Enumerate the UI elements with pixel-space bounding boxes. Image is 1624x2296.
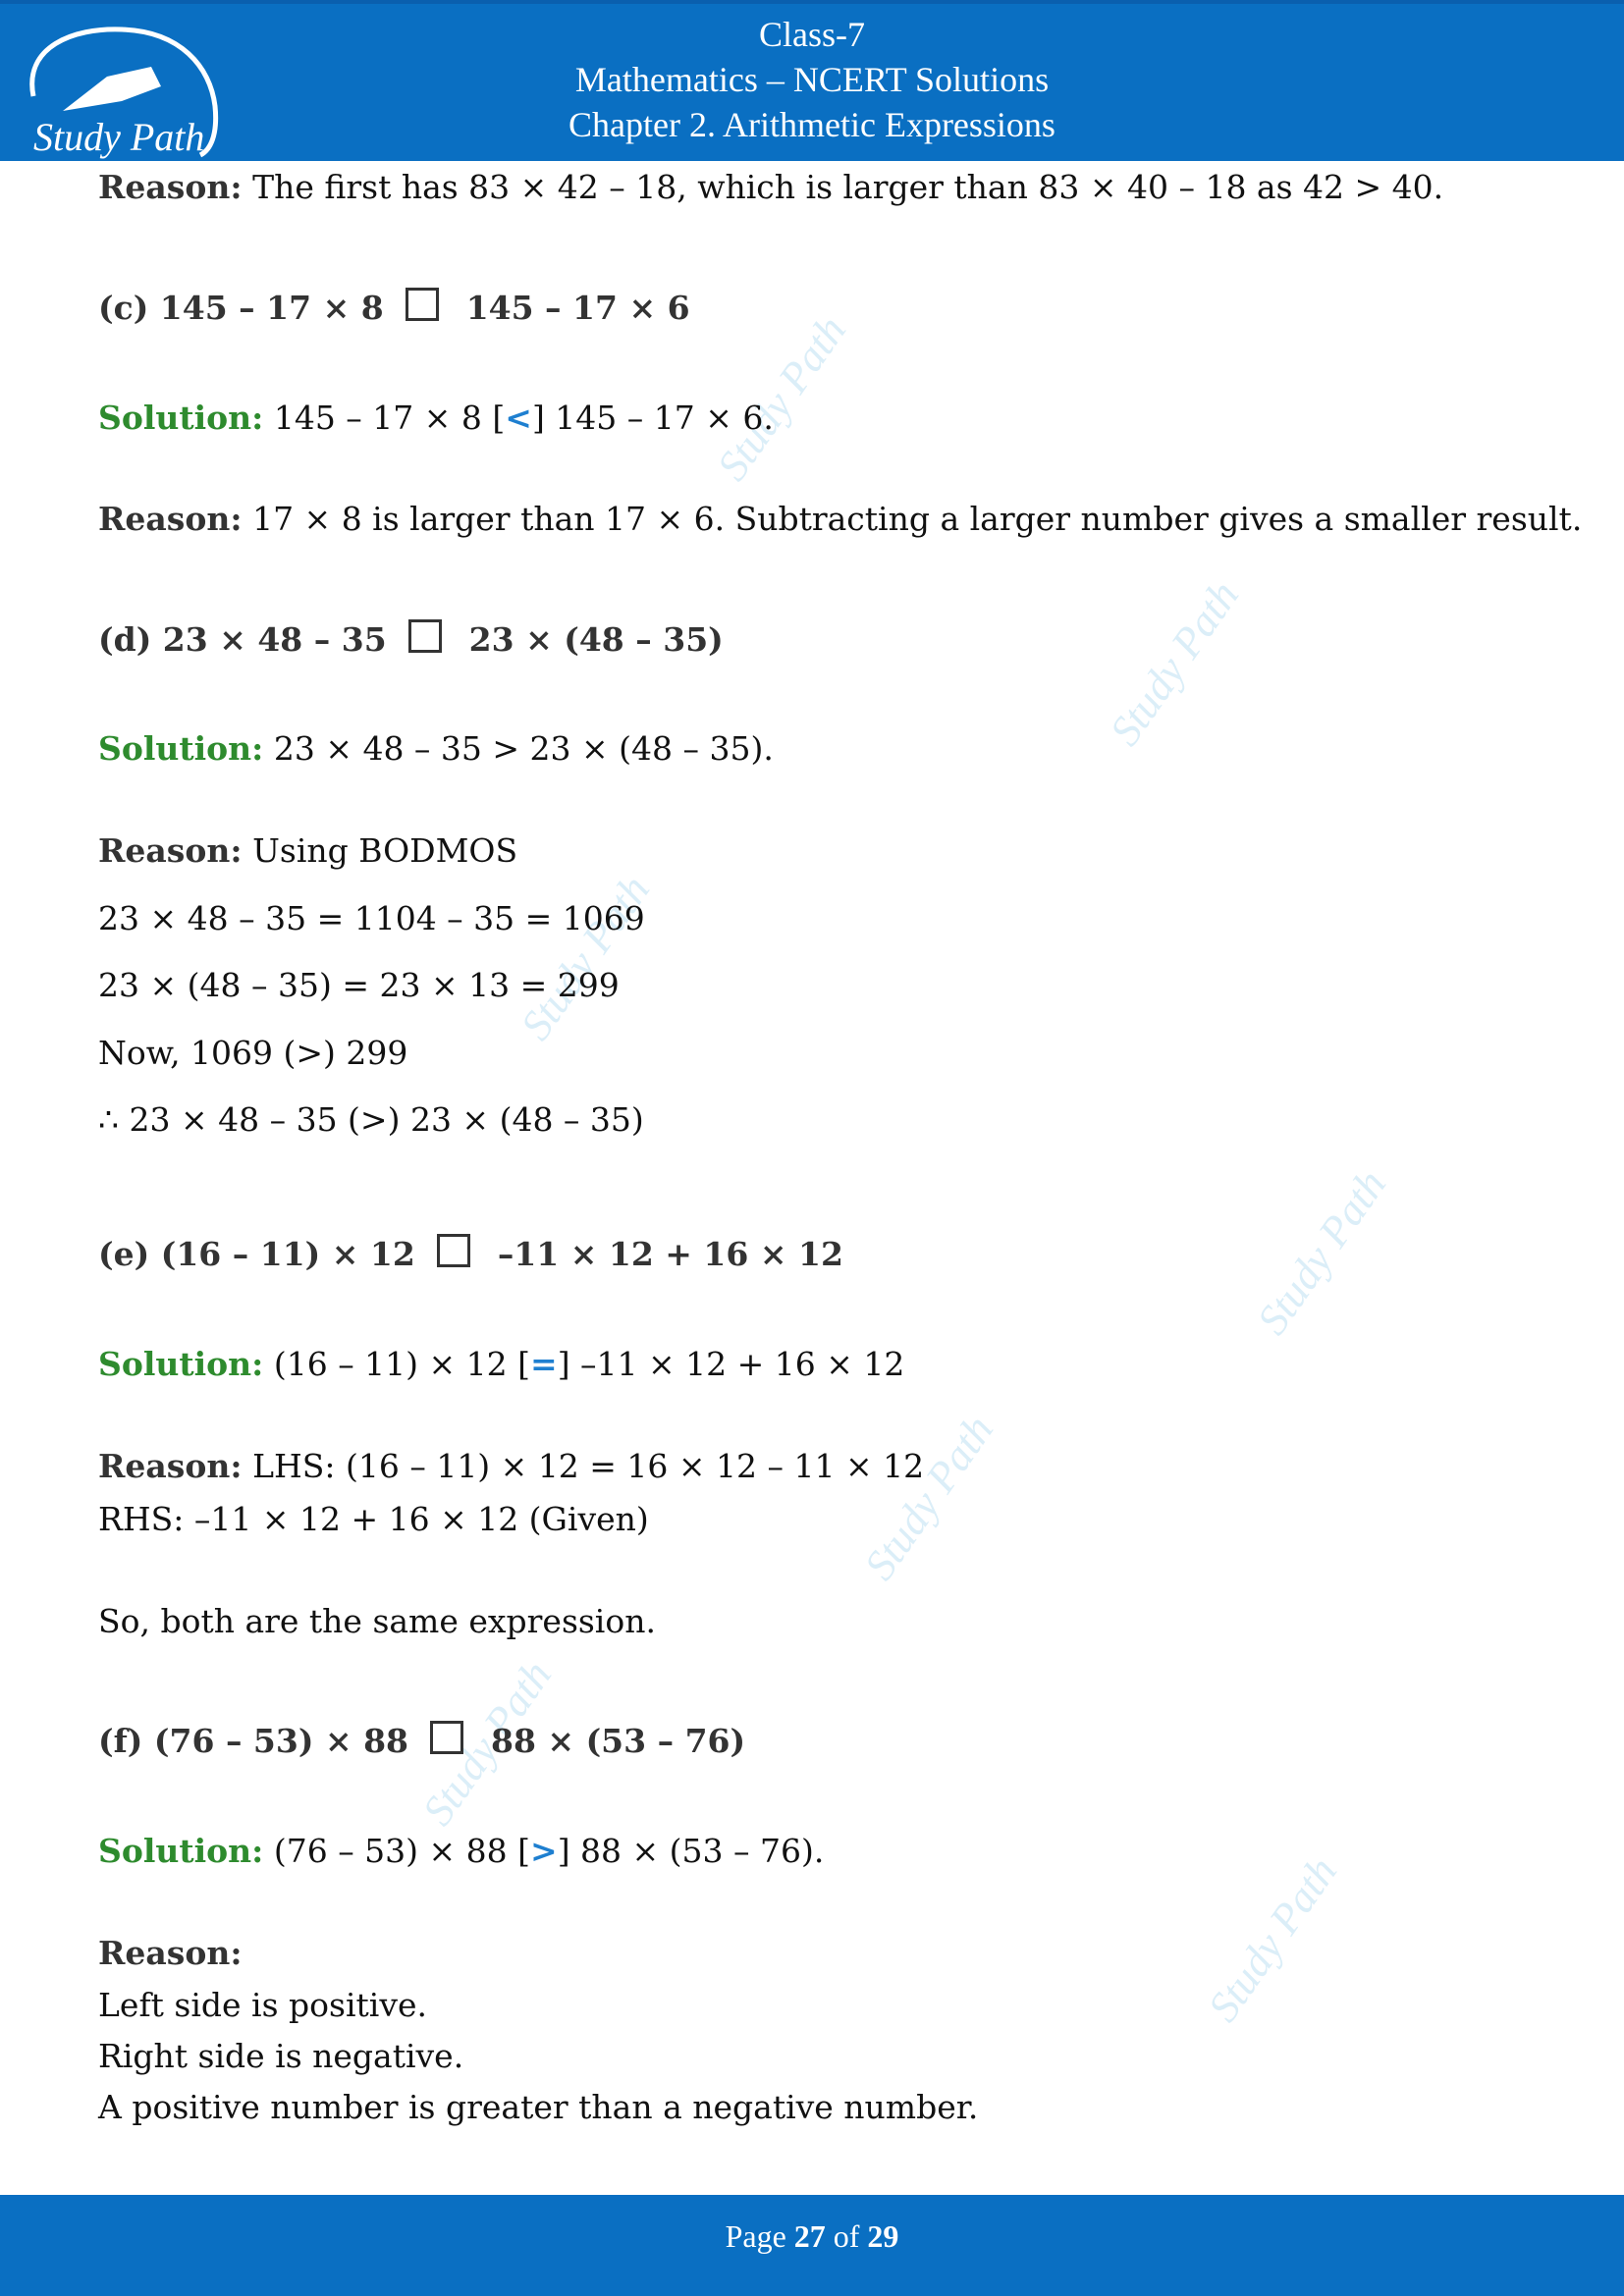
reason-c: Reason: 17 × 8 is larger than 17 × 6. Subtracting a larger number gives a smaller result. xyxy=(98,500,1583,538)
page-header xyxy=(0,0,1624,161)
question-e: (e) (16 – 11) × 12 –11 × 12 + 16 × 12 xyxy=(98,1235,843,1273)
rhs-e: RHS: –11 × 12 + 16 × 12 (Given) xyxy=(98,1500,649,1538)
reason-b: Reason: The first has 83 × 42 – 18, which is larger than 83 × 40 – 18 as 42 > 40. xyxy=(98,168,1444,206)
reason-f: Reason: xyxy=(98,1934,243,1972)
svg-text:Study Path: Study Path xyxy=(33,115,205,159)
watermark: Study Path xyxy=(511,866,660,1049)
step: Right side is negative. xyxy=(98,2037,464,2075)
header-chapter: Chapter 2. Arithmetic Expressions xyxy=(568,105,1056,144)
solution-d: Solution: 23 × 48 – 35 > 23 × (48 – 35). xyxy=(98,729,774,768)
blank-box-icon xyxy=(406,288,439,321)
watermark: Study Path xyxy=(1100,571,1249,755)
blank-box-icon xyxy=(408,619,442,653)
step: 23 × 48 – 35 = 1104 – 35 = 1069 xyxy=(98,899,645,937)
step: Left side is positive. xyxy=(98,1986,427,2024)
page-footer xyxy=(0,2195,1624,2296)
solution-c: Solution: 145 – 17 × 8 [<] 145 – 17 × 6. xyxy=(98,399,774,437)
watermark: Study Path xyxy=(412,1651,562,1835)
page-number: Page 27 of 29 xyxy=(725,2218,899,2254)
step: A positive number is greater than a negative number. xyxy=(98,2088,979,2126)
question-d: (d) 23 × 48 – 35 23 × (48 – 35) xyxy=(98,620,724,659)
watermark: Study Path xyxy=(1198,1847,1347,2031)
question-f: (f) (76 – 53) × 88 88 × (53 – 76) xyxy=(98,1722,746,1760)
step: 23 × (48 – 35) = 23 × 13 = 299 xyxy=(98,966,620,1004)
watermark: Study Path xyxy=(1247,1160,1396,1344)
header-subject: Mathematics – NCERT Solutions xyxy=(574,60,1050,99)
watermark: Study Path xyxy=(707,306,856,490)
solution-e: Solution: (16 – 11) × 12 [=] –11 × 12 + 16 × 12 xyxy=(98,1345,905,1383)
solution-f: Solution: (76 – 53) × 88 [>] 88 × (53 – 76). xyxy=(98,1832,825,1870)
watermark: Study Path xyxy=(854,1406,1003,1589)
reason-d: Reason: Using BODMOS xyxy=(98,831,518,870)
question-c: (c) 145 – 17 × 8 145 – 17 × 6 xyxy=(98,289,690,327)
blank-box-icon xyxy=(430,1721,463,1754)
header-class: Class-7 xyxy=(759,15,865,54)
step: ∴ 23 × 48 – 35 (>) 23 × (48 – 35) xyxy=(98,1100,644,1139)
reason-e: Reason: LHS: (16 – 11) × 12 = 16 × 12 – 11 × 12 xyxy=(98,1447,925,1485)
conclusion-e: So, both are the same expression. xyxy=(98,1602,656,1640)
step: Now, 1069 (>) 299 xyxy=(98,1034,408,1072)
blank-box-icon xyxy=(437,1234,470,1267)
